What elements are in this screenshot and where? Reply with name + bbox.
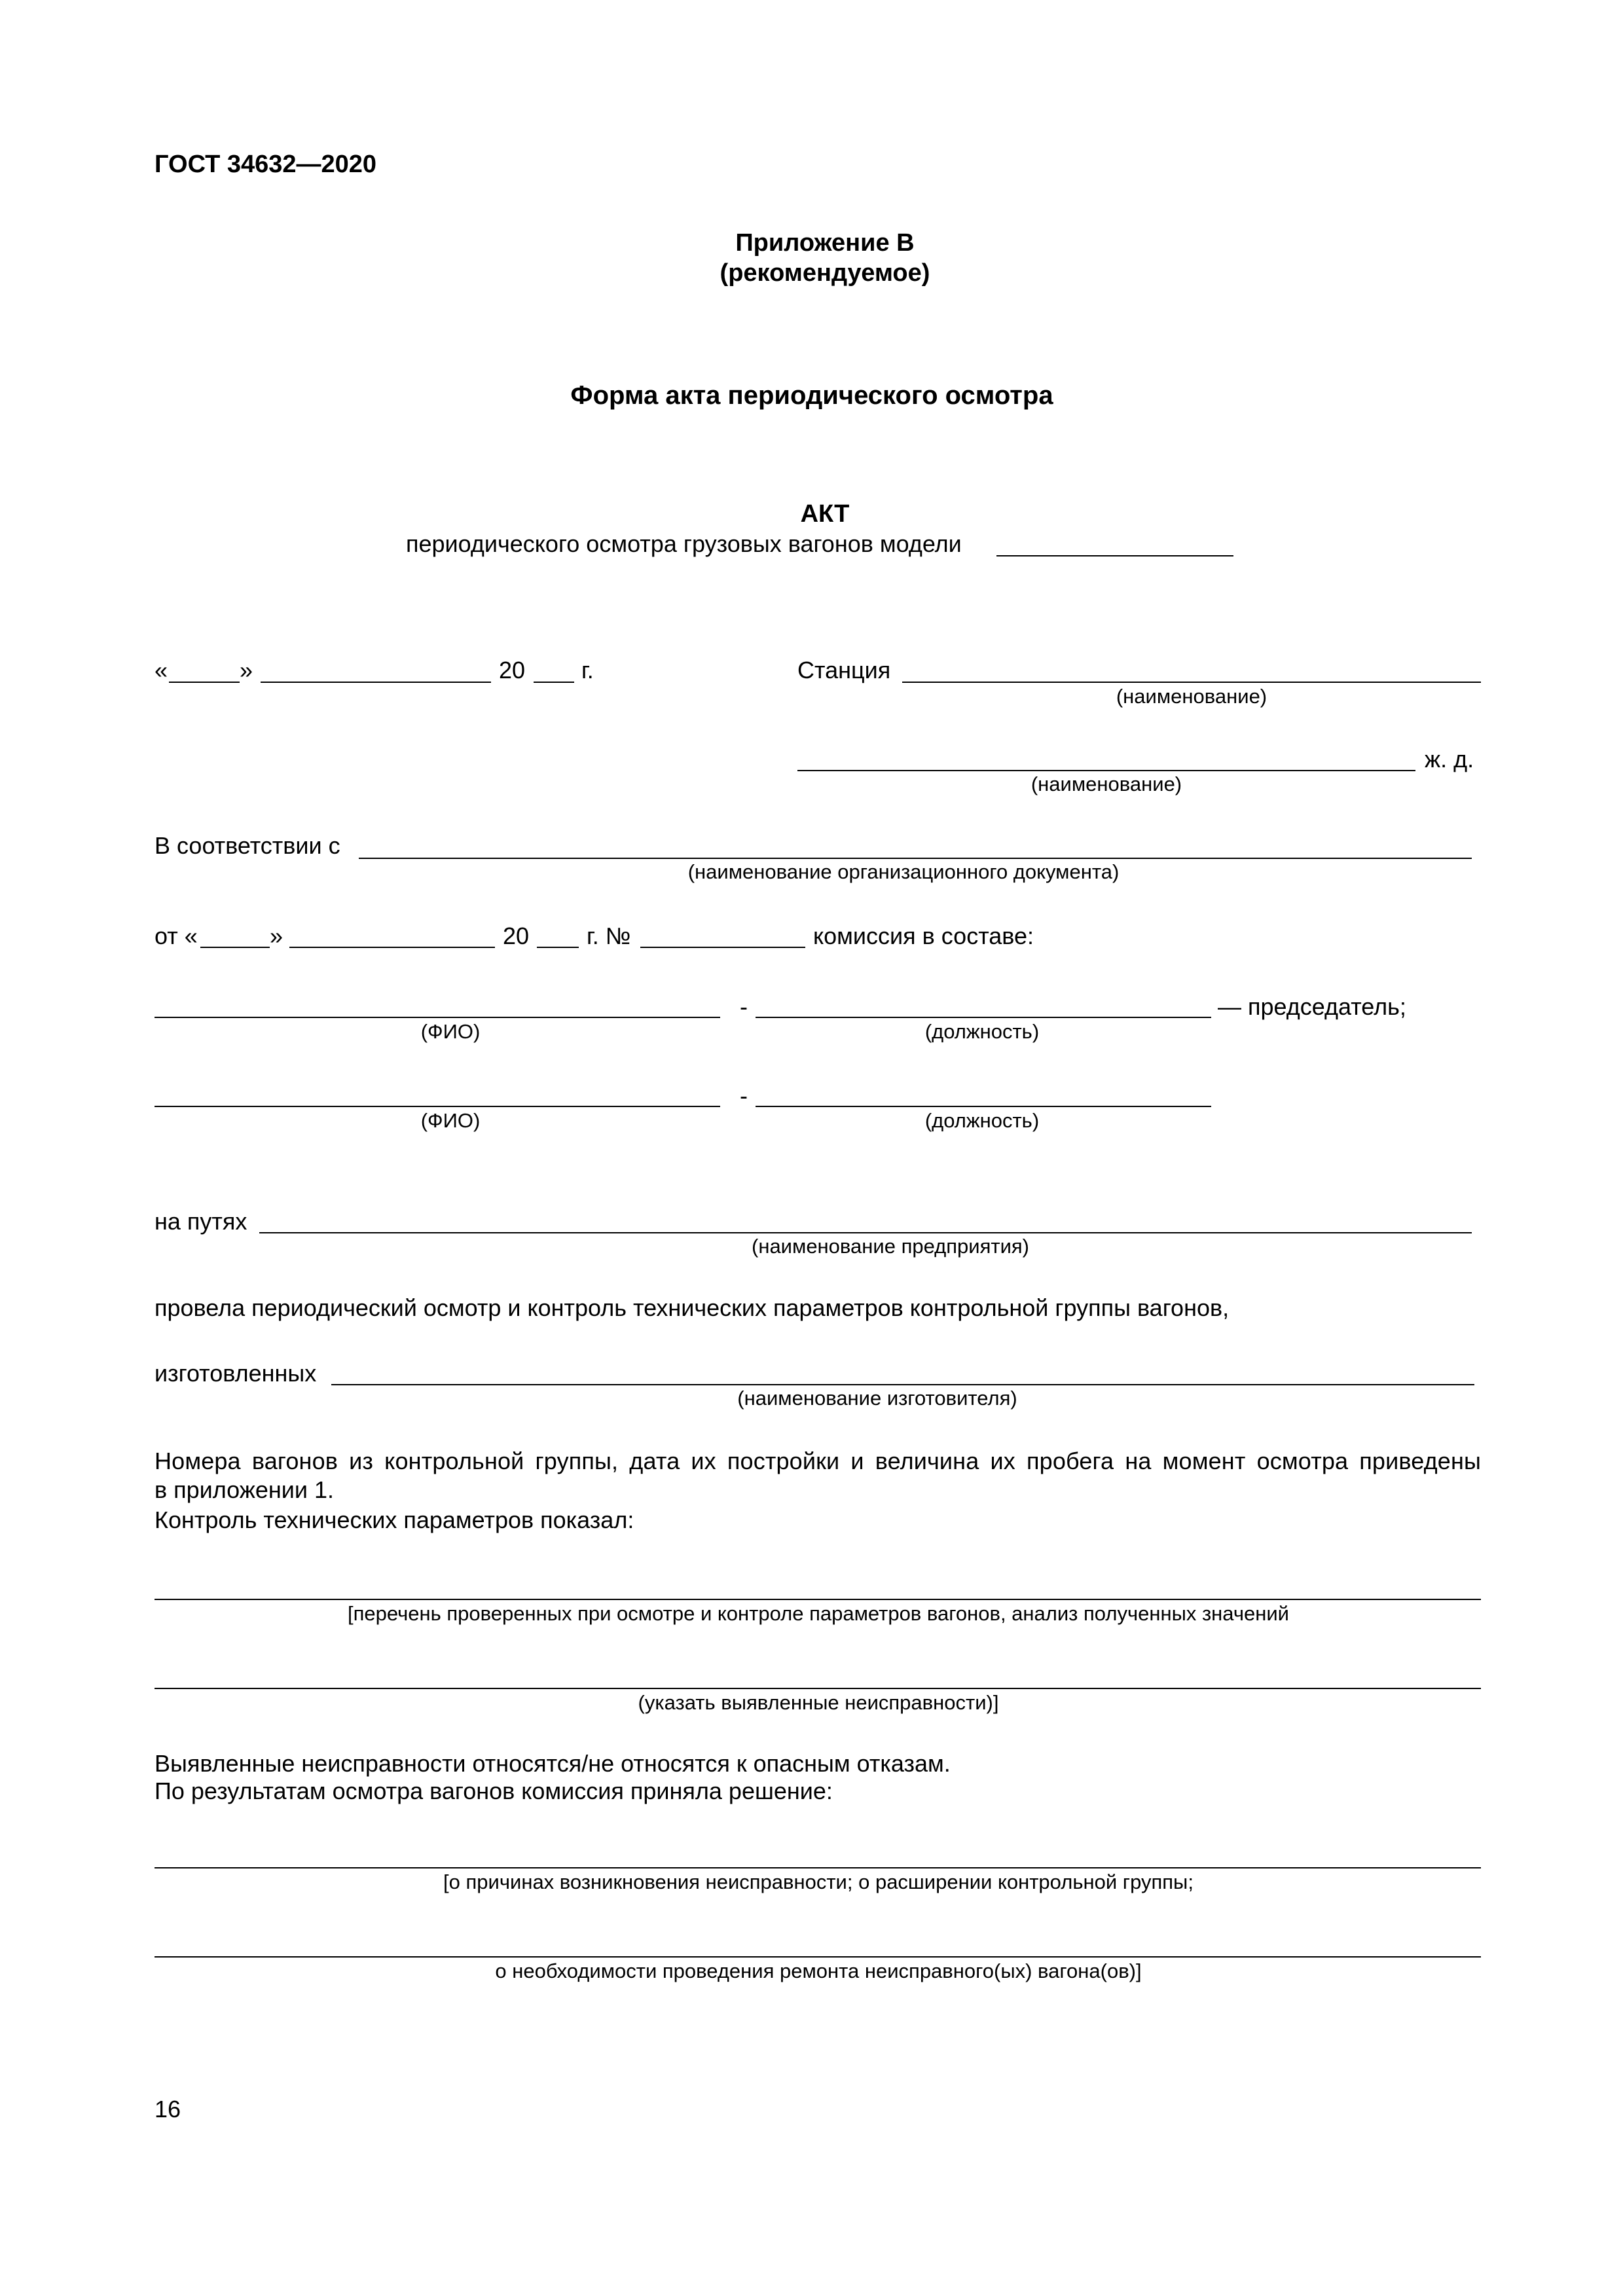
standard-designation: ГОСТ 34632—2020 [155,151,377,178]
accordance-line [359,858,1472,859]
member-1-fio-hint: (ФИО) [420,1020,481,1043]
order-month-line [289,947,495,948]
date-month-line [261,682,491,683]
member-1-position-line [756,1017,1211,1018]
railway-suffix: ж. д. [1425,746,1474,773]
manufactured-label: изготовленных [155,1360,317,1387]
member-2-position-hint: (должность) [924,1109,1040,1132]
act-subtitle: периодического осмотра грузовых вагонов модели [406,530,962,557]
order-number-label: г. № [587,922,631,949]
appendix-title: Приложение В [735,229,915,257]
date-year-suffix: г. [581,657,594,683]
form-title: Форма акта периодического осмотра [570,381,1053,410]
railway-hint: (наименование) [1030,773,1182,795]
order-year-prefix: 20 [503,922,530,949]
date-year-prefix: 20 [499,657,526,683]
decision-line-1 [155,1867,1481,1868]
decision-hint-2: о необходимости проведения ремонта неисправного(ых) вагона(ов)] [495,1959,1142,1982]
station-line [902,682,1481,683]
faults-text: Выявленные неисправности относятся/не относятся к опасным отказам. [155,1750,951,1777]
member-2-fio-line [155,1106,720,1107]
act-model-line [996,555,1233,556]
station-label: Станция [797,657,891,683]
manufactured-line [331,1384,1474,1385]
paragraph-numbers-line-2: в приложении 1. [155,1476,335,1503]
date-open-quote: « [155,657,168,683]
control-line-2 [155,1688,1481,1689]
member-1-role: — председатель; [1218,993,1406,1020]
page-number: 16 [155,2096,181,2123]
decision-hint-1: [о причинах возникновения неисправности; о расширении контрольной группы; [443,1870,1194,1893]
member-1-fio-line [155,1017,720,1018]
order-day-line [200,947,270,948]
member-2-separator: - [740,1082,748,1109]
station-hint: (наименование) [1116,685,1267,708]
act-title: АКТ [800,500,850,528]
order-close-quote: » [270,922,283,949]
inspection-text: провела периодический осмотр и контроль технических параметров контрольной группы вагонов, [155,1294,1230,1321]
paragraph-numbers-line-1: Номера вагонов из контрольной группы, дата их постройки и величина их пробега на момент осмотра приведены [155,1448,1481,1474]
order-year-line [537,947,579,948]
control-hint-2: (указать выявленные неисправности)] [638,1691,999,1714]
control-hint-1: [перечень проверенных при осмотре и контроле параметров вагонов, анализ полученных значений [347,1602,1290,1625]
order-commission-text: комиссия в составе: [813,922,1034,949]
tracks-label: на путях [155,1208,247,1235]
accordance-hint: (наименование организационного документа) [687,860,1120,883]
manufactured-hint: (наименование изготовителя) [737,1387,1017,1410]
member-2-fio-hint: (ФИО) [420,1109,481,1132]
order-from-prefix: от « [155,922,198,949]
tracks-hint: (наименование предприятия) [752,1235,1029,1258]
railway-line [797,770,1415,771]
date-year-line [534,682,574,683]
date-day-line [169,682,240,683]
order-number-line [640,947,805,948]
tracks-line [259,1232,1472,1233]
control-result-label: Контроль технических параметров показал: [155,1506,634,1533]
appendix-status: (рекомендуемое) [720,259,930,287]
control-line-1 [155,1599,1481,1600]
decision-label: По результатам осмотра вагонов комиссия приняла решение: [155,1777,833,1804]
decision-line-2 [155,1956,1481,1958]
date-close-quote: » [240,657,253,683]
accordance-label: В соответствии с [155,832,340,859]
member-1-position-hint: (должность) [924,1020,1040,1043]
member-1-separator: - [740,993,748,1020]
member-2-position-line [756,1106,1211,1107]
